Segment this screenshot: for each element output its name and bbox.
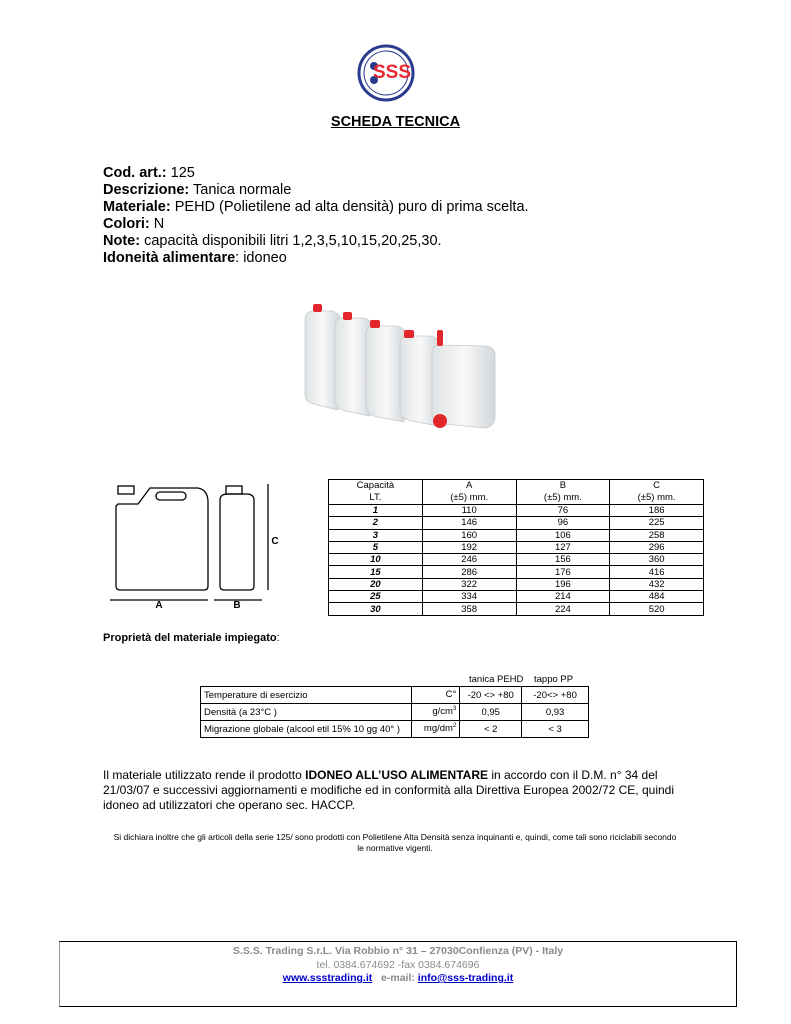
capacity-row	[329, 603, 704, 615]
company-logo	[352, 42, 436, 104]
page-title: SCHEDA TECNICA	[330, 114, 461, 130]
dimension-diagram	[110, 484, 282, 612]
capacity-cell: 106	[516, 529, 610, 541]
capacity-row	[329, 517, 704, 529]
info-code: Cod. art.: 125	[103, 165, 195, 181]
capacity-cell: 296	[610, 541, 704, 553]
material-properties-table	[200, 686, 589, 738]
footer-phone: tel. 0384.674692 -fax 0384.674696	[316, 958, 480, 971]
capacity-cell: 258	[610, 529, 704, 541]
capacity-cell: 110	[422, 505, 516, 517]
capacity-row	[329, 566, 704, 578]
capacity-row	[329, 541, 704, 553]
capacity-row	[329, 505, 704, 517]
capacity-cell: 176	[516, 566, 610, 578]
col-header-pp: tappo PP	[534, 674, 574, 685]
page-footer	[59, 941, 737, 1007]
capacity-cell: 76	[516, 505, 610, 517]
capacity-table-body	[329, 505, 704, 616]
capacity-row	[329, 591, 704, 603]
property-value-pp: 0,93	[522, 704, 589, 721]
capacity-cell: 196	[516, 578, 610, 590]
product-info	[103, 165, 529, 267]
capacity-cell: 30	[329, 603, 423, 615]
info-food-suitability: Idoneità alimentare: idoneo	[103, 250, 287, 266]
info-material: Materiale: PEHD (Polietilene ad alta densità) puro di prima scelta.	[103, 199, 529, 215]
property-name: Migrazione globale (alcool etil 15% 10 gg 40° )	[201, 721, 412, 738]
property-unit: $mg/dm^2$	[412, 721, 460, 738]
info-description: Descrizione: Tanica normale	[103, 182, 292, 198]
info-colors: Colori: N	[103, 216, 165, 232]
property-value-pehd: < 2	[460, 721, 522, 738]
footer-company: S.S.S. Trading S.r.L. Via Robbio n° 31 – 27030Confienza (PV) - Italy	[232, 945, 564, 957]
capacity-cell: 192	[422, 541, 516, 553]
property-value-pehd: 0,95	[460, 704, 522, 721]
capacity-cell: 432	[610, 578, 704, 590]
dim-label-c: C	[271, 536, 279, 547]
property-unit: $g/cm^3$	[412, 704, 460, 721]
property-value-pp: -20<> +80	[522, 687, 589, 704]
capacity-cell: 322	[422, 578, 516, 590]
dim-label-b: B	[233, 600, 241, 611]
capacity-cell: 520	[610, 603, 704, 615]
capacity-cell: 20	[329, 578, 423, 590]
capacity-cell: 416	[610, 566, 704, 578]
capacity-row	[329, 578, 704, 590]
info-notes: Note: capacità disponibili litri 1,2,3,5,10,15,20,25,30.	[103, 233, 442, 249]
property-unit: C°	[412, 687, 460, 704]
website-link[interactable]: www.ssstrading.it	[282, 972, 373, 984]
capacity-cell: 484	[610, 591, 704, 603]
product-photo	[300, 292, 500, 434]
property-name: Densità (a 23°C )	[201, 704, 412, 721]
capacity-table	[328, 479, 704, 616]
capacity-cell: 15	[329, 566, 423, 578]
capacity-cell: 214	[516, 591, 610, 603]
capacity-cell: 224	[516, 603, 610, 615]
logo-text: SSS	[372, 62, 412, 83]
col-header-pehd: tanica PEHD	[469, 674, 524, 685]
capacity-cell: 96	[516, 517, 610, 529]
capacity-cell: 286	[422, 566, 516, 578]
capacity-row	[329, 554, 704, 566]
capacity-cell: 246	[422, 554, 516, 566]
property-row	[201, 721, 589, 738]
food-use-paragraph: Il materiale utilizzato rende il prodotto IDONEO ALL’USO ALIMENTARE in accordo con il D.M. n° 34 del 21/03/07 e successivi aggiornamenti e modifiche ed in conformità alla Direttiva Europea 2002/72 CE, quindi idoneo ad utilizzatori che operano sec. HACCP.	[103, 768, 674, 812]
capacity-cell: 225	[610, 517, 704, 529]
capacity-cell: 2	[329, 517, 423, 529]
property-row	[201, 704, 589, 721]
email-label: e-mail:	[381, 972, 415, 984]
capacity-cell: 360	[610, 554, 704, 566]
property-value-pehd: -20 <> +80	[460, 687, 522, 704]
capacity-cell: 1	[329, 505, 423, 517]
capacity-cell: 5	[329, 541, 423, 553]
capacity-cell: 334	[422, 591, 516, 603]
capacity-cell: 358	[422, 603, 516, 615]
property-name: Temperature di esercizio	[201, 687, 412, 704]
capacity-table-header: Capacità LT. A (±5) mm. B (±5) mm. C (±5) mm.	[329, 480, 704, 505]
capacity-cell: 3	[329, 529, 423, 541]
capacity-row	[329, 529, 704, 541]
capacity-cell: 127	[516, 541, 610, 553]
capacity-cell: 156	[516, 554, 610, 566]
property-row	[201, 687, 589, 704]
email-link[interactable]: info@sss-trading.it	[417, 972, 514, 984]
capacity-cell: 10	[329, 554, 423, 566]
properties-label: Proprietà del materiale impiegato:	[103, 632, 280, 644]
recycling-declaration: Si dichiara inoltre che gli articoli della serie 125/ sono prodotti con Polietilene Alta Densità senza inquinanti e, quindi, come tali sono riciclabili secondo le normative vigenti.	[113, 832, 677, 853]
capacity-cell: 186	[610, 505, 704, 517]
property-value-pp: < 3	[522, 721, 589, 738]
dim-label-a: A	[155, 600, 163, 611]
capacity-cell: 160	[422, 529, 516, 541]
capacity-cell: 25	[329, 591, 423, 603]
capacity-cell: 146	[422, 517, 516, 529]
